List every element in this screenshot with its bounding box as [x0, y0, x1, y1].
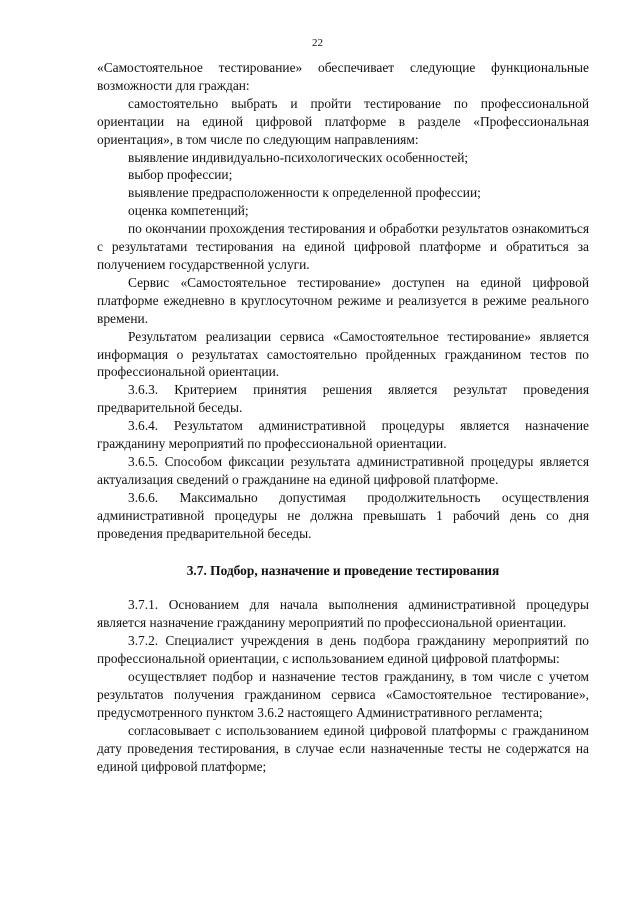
list-item-predisposition: выявление предрасположенности к определенной профессии;	[128, 185, 481, 201]
paragraph-date-agreement: согласовывает с использованием единой цифровой платформы с гражданином дату проведения тестирования, в случае если назначенные тесты не содержатся на единой цифровой платформе;	[97, 722, 589, 774]
clause-3-6-3: 3.6.3. Критерием принятия решения является результат проведения предварительной беседы.	[97, 382, 589, 416]
document-body	[97, 59, 589, 775]
paragraph-results-review: по окончании прохождения тестирования и обработки результатов ознакомиться с результатами тестирования на единой цифровой платформе и обратиться за получением государственной услуги.	[97, 221, 589, 272]
paragraph-test-selection: осуществляет подбор и назначение тестов гражданину, в том числе с учетом результатов получения гражданином сервиса «Самостоятельное тестирование», предусмотренного пунктом 3.6.2 настоящего Административного регламента;	[97, 669, 589, 720]
paragraph-intro: «Самостоятельное тестирование» обеспечивает следующие функциональные возможности для граждан:	[97, 60, 589, 93]
clause-3-7-2: 3.7.2. Специалист учреждения в день подбора гражданину мероприятий по профессиональной ориентации, с использованием единой цифровой платформы:	[97, 633, 589, 667]
clause-3-7-1: 3.7.1. Основанием для начала выполнения административной процедуры является назначение гражданину мероприятий по профессиональной ориентации.	[97, 597, 589, 631]
clause-3-6-5: 3.6.5. Способом фиксации результата административной процедуры является актуализация сведений о гражданине на единой цифровой платформе.	[97, 453, 589, 487]
list-item-competence-assessment: оценка компетенций;	[128, 203, 249, 219]
list-item-profession-choice: выбор профессии;	[128, 167, 233, 183]
page-number: 22	[312, 37, 323, 49]
list-item-psychological-features: выявление индивидуально-психологических особенностей;	[128, 149, 469, 165]
paragraph-service-result: Результатом реализации сервиса «Самостоятельное тестирование» является информация о результатах самостоятельно пройденных гражданином тестов по профессиональной ориентации.	[97, 328, 589, 380]
clause-3-6-4: 3.6.4. Результатом административной процедуры является назначение гражданину мероприятий по профессиональной ориентации.	[97, 418, 589, 452]
paragraph-service-availability: Сервис «Самостоятельное тестирование» доступен на единой цифровой платформе ежедневно в круглосуточном режиме и реализуется в режиме реального времени.	[97, 274, 589, 326]
clause-3-6-6: 3.6.6. Максимально допустимая продолжительность осуществления административной процедуры не должна превышать 1 рабочий день со дня проведения предварительной беседы.	[97, 489, 589, 541]
paragraph-self-test: самостоятельно выбрать и пройти тестирование по профессиональной ориентации на единой цифровой платформе в разделе «Профессиональная ориентация», в том числе по следующим направлениям:	[97, 95, 589, 147]
section-heading-3-7: 3.7. Подбор, назначение и проведение тестирования	[186, 563, 500, 579]
